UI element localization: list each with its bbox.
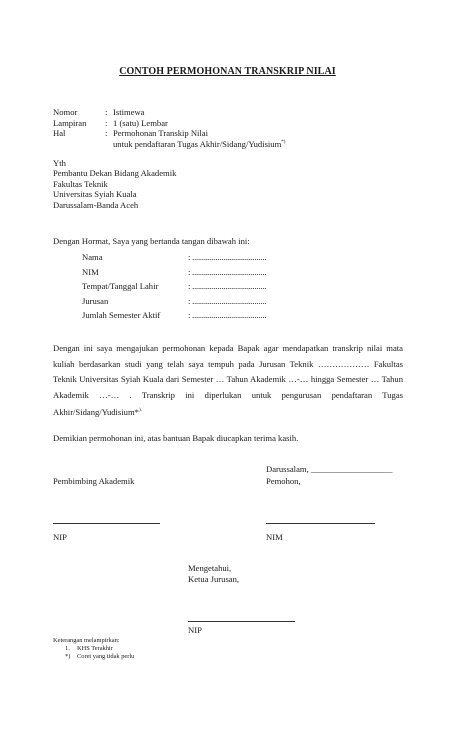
field-blank: : ...................................... [188,266,267,277]
meta-colon: : [105,107,108,117]
place-date: Darussalam, ___________________ [266,464,393,474]
meta-row-nomor [53,107,285,118]
recipient-line: Fakultas Teknik [53,178,108,189]
request-paragraph [53,341,403,420]
recipient-line: Pembantu Dekan Bidang Akademik [53,168,177,179]
meta-value: Permohonan Transkip Nilai [113,128,209,138]
meta-value [113,139,285,150]
meta-row-hal [53,128,285,139]
field-label: NIM [82,266,99,277]
document-title: CONTOH PERMOHONAN TRANSKRIP NILAI [119,66,336,77]
paragraph-text: Dengan ini saya mengajukan permohonan kepada Bapak agar mendapatkan transkrip nilai mata kuliah berdasarkan studi yang telah saya tempuh pada Jurusan Teknik ……………… Fakultas Teknik Universitas Syiah Kuala dari Semester … Tahun Akademik …-… hingga Semester … Tahun Akademik …-… . Transkrip ini diperlukan untuk pengurusan pendaftaran Tugas Akhir/Sidang/Yudisium* [53,343,403,417]
recipient-yth: Yth [53,158,66,168]
meta-label: Lampiran [53,117,87,128]
field-jurusan [82,296,266,311]
notes-item [53,645,134,653]
field-label: Nama [82,252,103,262]
notes-heading: Keterangan melampirkan: [53,637,120,644]
meta-value-text: untuk pendaftaran Tugas Akhir/Sidang/Yudisium [113,138,282,149]
advisor-signature-line [53,523,160,524]
meta-value: Istimewa [113,107,145,117]
identity-fields [82,252,266,325]
meta-row-lampiran [53,118,285,129]
field-jumlah-semester [82,310,266,325]
advisor-label: Pembimbing Akademik [53,476,135,486]
meta-label: Hal [53,128,66,138]
field-nama [82,252,266,267]
meta-colon: : [105,117,108,128]
field-label: Jurusan [82,295,109,306]
recipient-line: Universitas Syiah Kuala [53,189,137,200]
department-head-nip-label: NIP [188,625,202,635]
advisor-nip-label: NIP [53,532,67,542]
notes-item [53,653,134,661]
attachment-notes [53,637,134,662]
field-nim [82,267,266,282]
applicant-signature-line [266,523,375,524]
notes-item-text: Coret yang tidak perlu [77,653,135,661]
footnote-mark: *) [281,139,286,145]
meta-row-hal-continued [53,139,285,150]
field-label: Jumlah Semester Aktif [82,310,161,321]
closing-sentence: Demikian permohonan ini, atas bantuan Bapak diucapkan terima kasih. [53,433,299,443]
department-head-signature-line [188,621,295,622]
field-blank: : ...................................... [188,252,267,262]
field-blank: : ...................................... [188,281,267,292]
notes-item-text: KHS Terakhir [77,645,113,653]
field-blank: : ...................................... [188,310,267,321]
field-tempat-tanggal-lahir [82,281,266,296]
notes-item-number: 1. [65,645,70,653]
letter-meta [53,107,285,149]
recipient-line: Darussalam-Banda Aceh [53,199,139,210]
notes-item-number: *) [65,653,71,661]
field-blank: : ...................................... [188,295,267,306]
recipient-address [53,158,176,210]
acknowledged-label: Mengetahui, [188,563,232,573]
meta-colon: : [105,128,108,138]
meta-label: Nomor [53,107,78,117]
greeting: Dengan Hormat, Saya yang bertanda tangan dibawah ini: [53,236,250,246]
department-head-label: Ketua Jurusan, [188,574,240,584]
meta-value: 1 (satu) Lembar [113,117,168,128]
footnote-mark: ). [138,408,142,413]
applicant-label: Pemohon, [266,476,301,486]
applicant-nim-label: NIM [266,532,283,542]
field-label: Tempat/Tanggal Lahir [82,281,159,292]
